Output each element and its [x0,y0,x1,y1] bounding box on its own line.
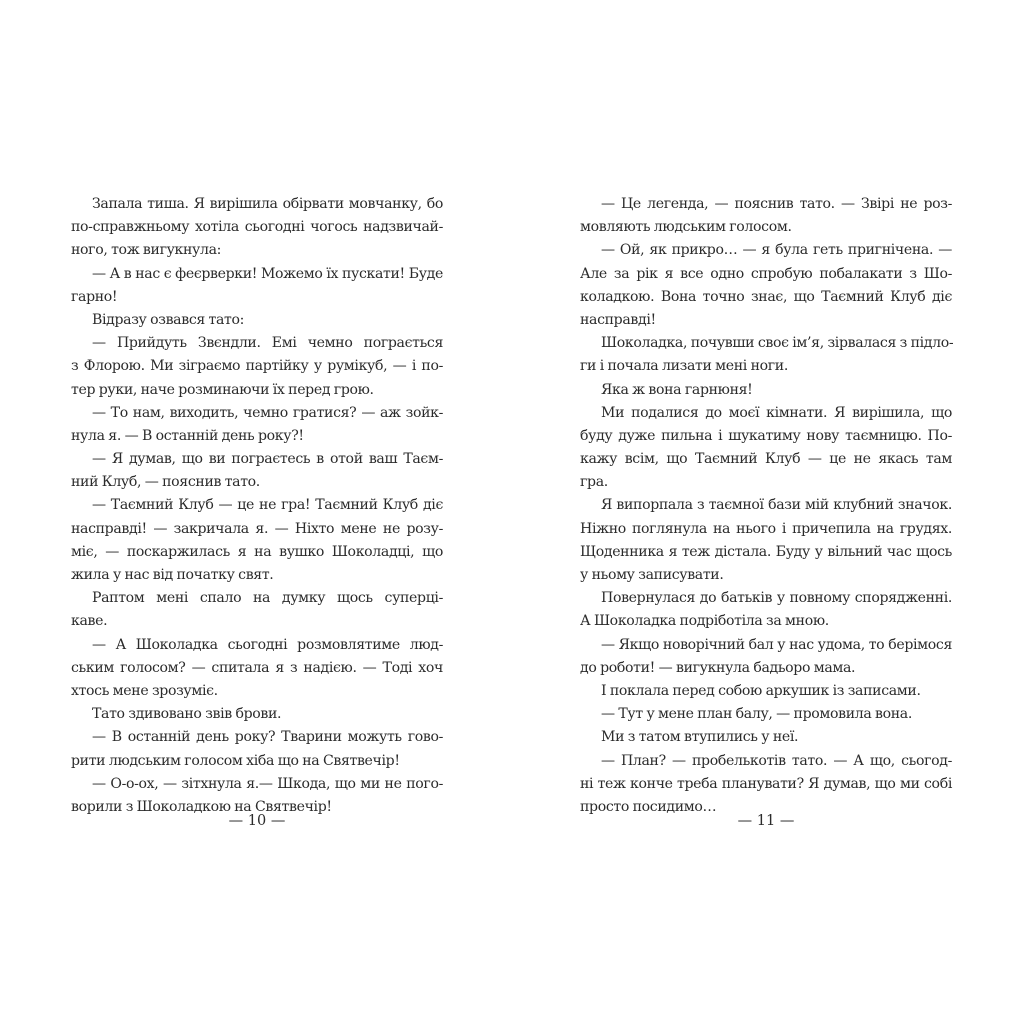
left-page [71,193,443,829]
text-line: буду дуже пильна і шукатиму нову таємницю. По- [580,427,952,444]
text-line: до роботи! — вигукнула бадьоро мама. [580,659,856,676]
text-line: — Таємний Клуб — це не гра! Таємний Клуб діє [92,497,443,514]
text-line: ні теж конче треба планувати? Я думав, що ми собі [580,775,952,792]
text-line: ги і почала лизати мені ноги. [580,358,788,375]
text-line: — Я думав, що ви пограєтесь в отой ваш Таєм- [92,451,443,468]
text-line: Але за рік я все одно спробую побалакати з Шо- [580,265,952,282]
text-line: по-справжньому хотіла сьогодні чогось надзвичай- [71,219,443,236]
text-line: Я випорпала з таємної бази мій клубний значок. [601,497,952,514]
text-line: ного, тож вигукнула: [71,242,222,259]
text-line: тер руки, наче розминаючи їх перед грою. [71,381,374,398]
text-line: гарно! [71,288,118,305]
text-line: рити людським голосом хіба що на Святвечір! [71,752,400,769]
text-line: у ньому записувати. [580,567,724,583]
text-line: — Це легенда, — пояснив тато. — Звірі не роз- [601,196,952,212]
text-line: — В останній день року? Тварини можуть гово- [92,729,443,746]
text-line: з Флорою. Ми зіграємо партійку у румікуб, — і по- [71,358,443,375]
text-line: Відразу озвався тато: [92,311,245,328]
text-line: Повернулася до батьків у повному спорядженні. [601,590,952,607]
text-line: просто посидимо… [580,798,717,815]
text-line: Запала тиша. Я вирішила обірвати мовчанку, бо [92,196,443,212]
text-line: міє, — поскаржилась я на вушко Шоколадці, що [71,543,443,560]
text-line: А Шоколадка подріботіла за мною. [580,613,829,630]
text-line: нула я. — В останній день року?! [71,427,304,444]
text-line: хтось мене зрозуміє. [71,682,218,699]
text-line: Ніжно поглянула на нього і причепила на грудях. [580,520,952,537]
text-line: гра. [580,474,608,491]
text-line: Тато здивовано звів брови. [92,706,282,723]
text-line: насправді! [580,311,656,328]
text-line: ний Клуб, — пояснив тато. [71,474,260,491]
left-page-number: — 10 — [228,813,286,829]
right-page-number: — 11 — [737,813,795,829]
text-line: — План? — пробелькотів тато. — А що, сьогод- [601,752,952,769]
text-line: Щоденника я теж дістала. Буду у вільний час щось [580,543,952,560]
text-line: Раптом мені спало на думку щось суперці- [92,590,443,607]
text-line: — Тут у мене план балу, — промовила вона. [601,706,912,723]
text-line: — То нам, виходить, чемно гратися? — аж зойк- [92,404,443,421]
text-line: — Якщо новорічний бал у нас удома, то берімося [601,636,952,653]
left-page-text [71,193,443,819]
text-line: ським голосом? — спитала я з надією. — Тоді хоч [71,659,443,676]
text-line: ворили з Шоколадкою на Святвечір! [71,798,332,815]
text-line: жила у нас від початку свят. [71,567,274,583]
text-line: коладкою. Вона точно знає, що Таємний Клуб діє [580,288,952,305]
text-line: кажу всім, що Таємний Клуб — це не якась там [580,451,952,468]
text-line: — О-о-ох, — зітхнула я.— Шкода, що ми не пого- [92,775,443,792]
text-line: насправді! — закричала я. — Ніхто мене не розу- [71,520,443,537]
right-page-text [580,193,952,819]
text-line: — Ой, як прикро… — я була геть пригнічена. — [601,242,952,259]
text-line: І поклала перед собою аркушик із записами. [601,682,921,699]
text-line: Ми з татом втупились у неї. [601,729,799,746]
text-line: каве. [71,613,108,630]
text-line: Шоколадка, почувши своє ім’я, зірвалася з підло- [601,335,954,352]
text-line: — А Шоколадка сьогодні розмовлятиме люд- [92,636,443,653]
text-line: Ми подалися до моєї кімнати. Я вирішила, що [601,404,952,421]
text-line: — Прийдуть Звєндли. Емі чемно пограється [92,335,443,352]
text-line: Яка ж вона гарнюня! [601,381,753,398]
text-line: мовляють людським голосом. [580,219,792,236]
right-page [580,193,954,829]
text-line: — А в нас є феєрверки! Можемо їх пускати! Буде [92,265,443,282]
